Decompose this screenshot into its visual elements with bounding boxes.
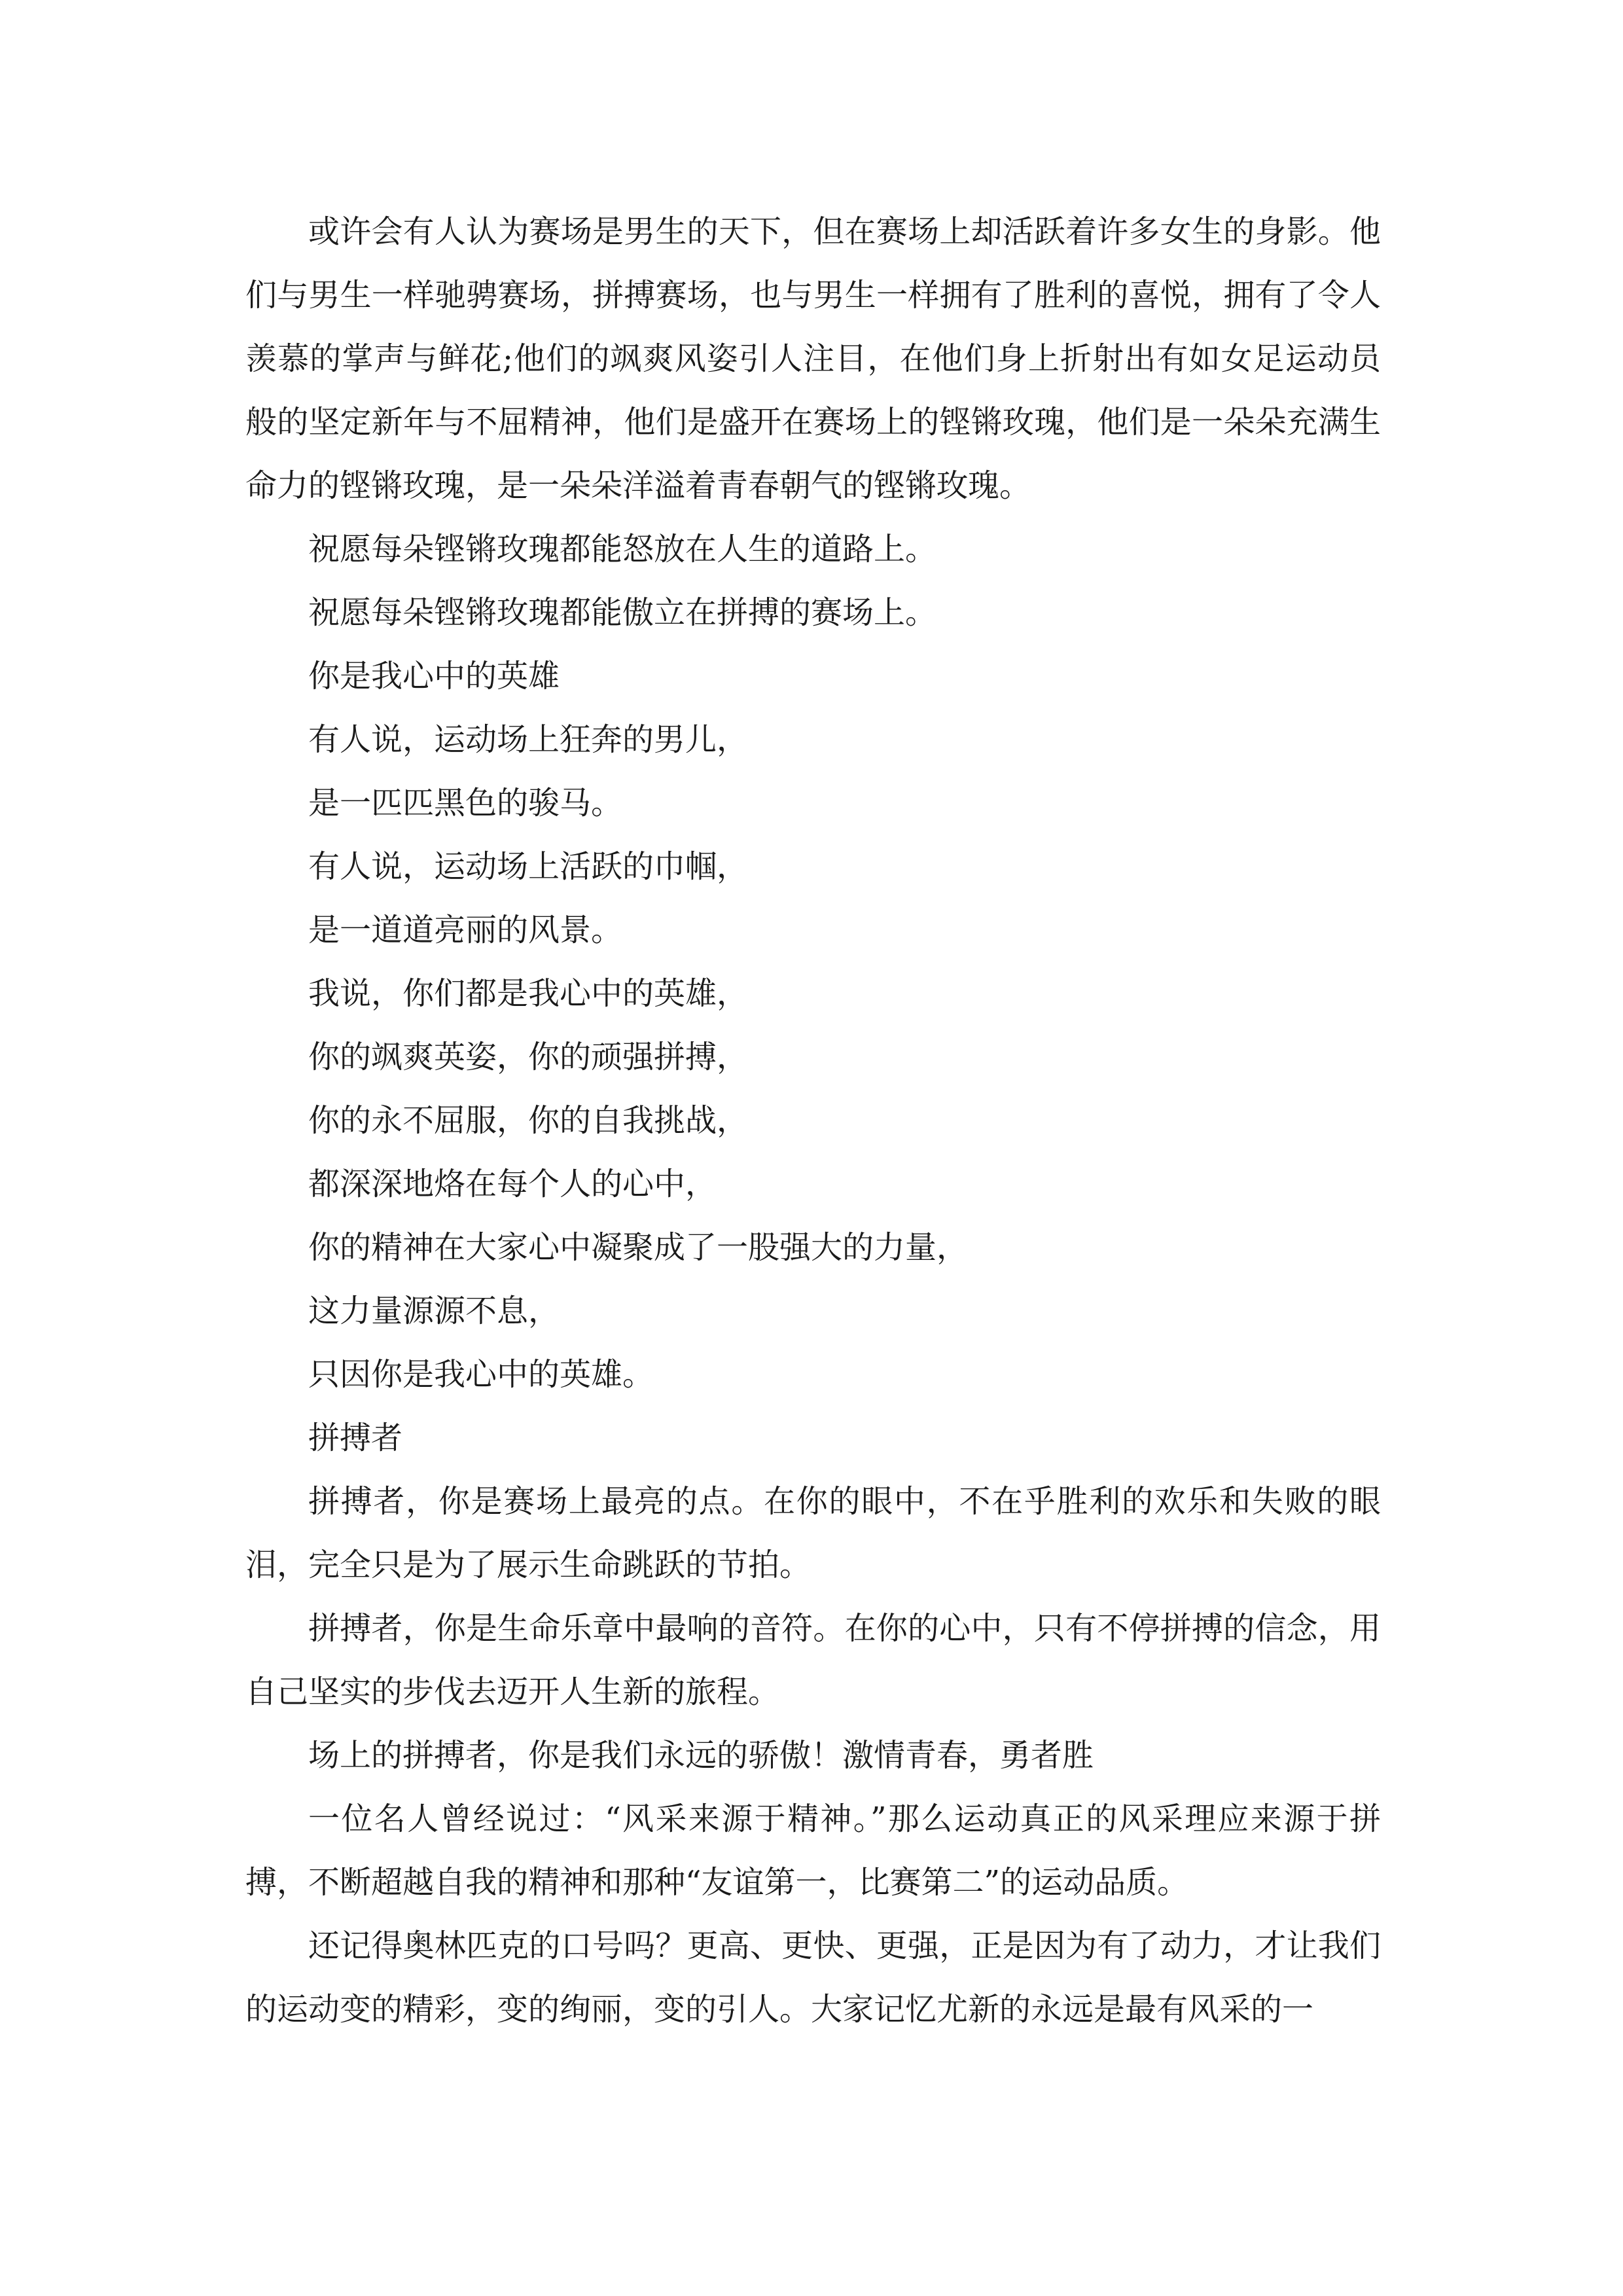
paragraph: 场上的拼搏者，你是我们永远的骄傲！激情青春，勇者胜	[308, 1737, 1094, 1774]
poem-line: 有人说，运动场上活跃的巾帼，	[308, 848, 749, 885]
paragraph: 祝愿每朵铿锵玫瑰都能傲立在拼搏的赛场上。	[308, 594, 937, 631]
document-body	[245, 200, 1381, 2041]
poem-line: 有人说，运动场上狂奔的男儿，	[308, 721, 749, 758]
section-heading: 拼搏者	[308, 1420, 403, 1456]
section-heading: 你是我心中的英雄	[308, 658, 560, 694]
poem-line: 你的精神在大家心中凝聚成了一股强大的力量，	[308, 1229, 969, 1266]
poem-line: 只因你是我心中的英雄。	[308, 1356, 654, 1393]
poem-line: 这力量源源不息，	[308, 1293, 560, 1329]
paragraph: 还记得奥林匹克的口号吗？更高、更快、更强，正是因为有了动力，才让我们的运动变的精彩，变的绚丽，变的引人。大家记忆尤新的永远是最有风采的一	[245, 1928, 1381, 2028]
poem-line: 我说，你们都是我心中的英雄，	[308, 975, 749, 1012]
poem-line: 是一匹匹黑色的骏马。	[308, 785, 623, 821]
paragraph: 一位名人曾经说过：“风采来源于精神。”那么运动真正的风采理应来源于拼搏，不断超越自我的精神和那种“友谊第一，比赛第二”的运动品质。	[245, 1801, 1381, 1901]
paragraph: 祝愿每朵铿锵玫瑰都能怒放在人生的道路上。	[308, 531, 937, 567]
poem-line: 你的永不屈服，你的自我挑战，	[308, 1102, 749, 1139]
poem-line: 你的飒爽英姿，你的顽强拼搏，	[308, 1039, 749, 1075]
paragraph: 拼搏者，你是生命乐章中最响的音符。在你的心中，只有不停拼搏的信念，用自己坚实的步伐去迈开人生新的旅程。	[245, 1610, 1381, 1710]
paragraph: 或许会有人认为赛场是男生的天下，但在赛场上却活跃着许多女生的身影。他们与男生一样驰骋赛场，拼搏赛场，也与男生一样拥有了胜利的喜悦，拥有了令人羡慕的掌声与鲜花;他们的飒爽风姿引人注目，在他们身上折射出有如女足运动员般的坚定新年与不屈精神，他们是盛开在赛场上的铿锵玫瑰，他们是一朵朵充满生命力的铿锵玫瑰，是一朵朵洋溢着青春朝气的铿锵玫瑰。	[245, 213, 1381, 504]
poem-line: 都深深地烙在每个人的心中，	[308, 1166, 717, 1202]
poem-line: 是一道道亮丽的风景。	[308, 912, 623, 948]
paragraph: 拼搏者，你是赛场上最亮的点。在你的眼中，不在乎胜利的欢乐和失败的眼泪，完全只是为了展示生命跳跃的节拍。	[245, 1483, 1381, 1583]
